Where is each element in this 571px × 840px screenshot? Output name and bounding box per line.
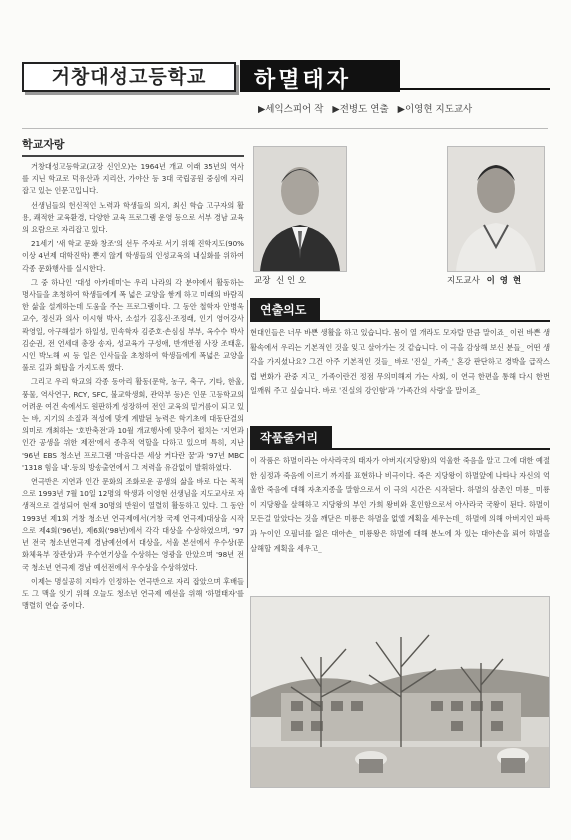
synopsis-text: 이 작품은 하멸이라는 아사라국의 태자가 아버지(지당왕)의 억울한 죽음을 알고 그에 대한 예절한 심정과 죽음에 이르기 까지를 표현하나 비극이다. 죽은 지당왕이 하멸앞에 나타나 자신의 억울한 죽음에 대해 자초지종을 말함으로서 이 극의 시간은 시작된다. 하멸의 삼촌인 미룡_ 미룡이 지당왕을 살해하고 지당왕의 부인 가희 왕비와 혼인함으로서 아사라국 국왕이 된다. 하멸이 모든걸 알았다는 것을 깨닫은 미룡은 하멸을 없앨 계획을 세우는데_ 하멸에 의해 아버지인 파륵과 누이인 오필녀를 잃은 대아손_ 미룡왕은 하멸에 대해 분노에 차 있는 대아손을 뢰어 하멸을 살해할 계획을 세우고_	[250, 456, 550, 553]
teacher-photo	[447, 146, 545, 272]
school-pride-paragraph: 거창대성고등학교(교장 신인오)는 1964년 개교 이래 35년의 역사를 지닌 학교로 덕유산과 지리산, 가야산 등 3대 국립공원 중심에 자리잡고 있는 인문고입니다.	[22, 162, 244, 196]
school-pride-heading: 학교자랑	[22, 138, 65, 151]
credit-author: ▶세익스피어 작	[258, 104, 324, 115]
school-building-photo	[250, 596, 550, 788]
credit-teacher: ▶이영현 지도교사	[397, 104, 473, 115]
play-title-bar	[240, 60, 400, 92]
synopsis-heading: 작품줄거리	[250, 426, 332, 449]
school-pride-paragraph: 이제는 명실공히 지타가 인정하는 연극반으로 자리 잡았으며 후배들도 그 맥을 잇기 위해 오늘도 청소년 연극제 예선을 위해 '하멸태자'를 맹렬히 연습 중이다.	[22, 576, 244, 611]
school-name: 거창대성고등학교	[51, 66, 207, 88]
credit-director: ▶전병도 연출	[332, 104, 389, 115]
header-divider	[22, 128, 548, 129]
principal-caption-name: 신 인 오	[276, 276, 307, 286]
title-underline	[400, 88, 550, 90]
school-pride-column	[22, 136, 244, 614]
school-name-box	[22, 62, 236, 92]
synopsis-side-rule	[247, 428, 248, 588]
principal-caption	[254, 274, 306, 286]
credits-line	[258, 101, 478, 115]
school-pride-paragraph: 연극반은 지연과 인간 문화의 조화로운 공생의 삶을 바로 다는 목적으로 1993년 7월 10일 12명의 학생과 이영현 선생님을 지도교사로 자생적으로 결성되어 현재 30명의 반원이 열렬히 활동하고 있다. 그 동안 1993년 제1회 거창 청소년 연극제에서(거창 국제 연극제)대상을 시작으로 제4회('96년), 제6회('98년)에서 각각 대상을 수상하였으며, '97년 전국 청소년연극제 경남예선에서 대상을, 서울 본선에서 우수상(문화체육부 장관상)과 우수연기상을 수상하는 영광을 안았으며 '98년 전국 청소년 연극제 경남 예선전에서 우수상을 수상하였다.	[22, 477, 244, 572]
school-pride-heading-rule	[22, 155, 244, 157]
teacher-caption-name: 이 영 현	[486, 276, 523, 286]
directing-intent-section	[250, 298, 550, 399]
play-title: 하멸태자	[254, 68, 352, 93]
synopsis-section	[250, 426, 550, 556]
principal-caption-role: 교장	[254, 276, 271, 286]
school-pride-paragraph: 그 중 하나인 '대성 아카데미'는 우리 나라의 각 분야에서 활동하는 명사들을 초청하여 학생들에게 폭 넓은 교양을 쌓게 하고 미래의 바람직한 삶을 설계하는데 도움을 주는 프로그램이다. 그 동안 철학자 안병욱 교수, 정신과 의사 이시형 박사, 소설가 김홍신·조정래, 인기 영어강사 곽영일, 아구해설가 하일성, 민속학자 김준호·손심심 부부, 옥수수 박사 김순권, 전 언세대 총장 송자, 성교육가 구성애, 반개반점 사장 조태훈, 시인 박노해 씨 등 일은 인사들을 초청하여 학생들에게 폭넓은 교양을 풀로 길과 회탑을 가지도록 했다.	[22, 277, 244, 373]
school-pride-paragraph: 그리고 우리 학교의 각종 동아리 활동(문학, 농구, 축구, 기타, 한울, 풍물, 역사연구, RCY, SFC, 불교학생회, 관악부 등)은 인문 고등학교의 어려운 여건 속에서도 원판하게 성장하여 전인 교육의 밑거름이 되고 있는 바, 지기의 소질과 적성에 맞게 계발된 능력은 학기초에 대동단결의 의미로 개최하는 '호반축전'과 10월 개교행사에 맞추어 펼치는 '지연과 인간 공생을 위한 제전'에서 종추적 역할을 다하고 있으며 특히, 지난 '96년 EBS 청소년 프로그램 '마음다른 세상 커다란 꿈'과 '97년 MBC '1318 힘을 내'.등의 방송출연에서 그 저력을 유감없이 발휘하였다.	[22, 377, 244, 472]
school-pride-paragraph: 21세기 '새 학교 문화 창조'의 선두 주자로 서기 위해 진학지도(90%이상 4년제 대학진학) 뿐지 않게 학생들의 인성교육의 내실화를 위하여 각종 문화행사를 실시한다.	[22, 239, 244, 273]
teacher-caption	[447, 274, 522, 286]
school-pride-paragraph: 선생님들의 헌신적인 노력과 학생들의 의지, 최신 학습 고구자의 활용, 쾌적한 교육환경, 다양한 교육 프로그램 운영 등으로 서부 경남 교육의 요람으로 자리잡고 있다.	[22, 200, 244, 235]
teacher-caption-role: 지도교사	[447, 276, 480, 286]
directing-intent-text: 현대인들은 너무 바쁜 생활을 하고 있습니다. 몸이 열 개라도 모자랄 만큼 말이죠_ 이런 바쁜 생활속에서 우리는 기본적인 것을 잊고 살아가는 것 같습니다. 이 극을 감상해 보신 분들_ 어떤 생각을 가지셨나요? 그건 아주 기본적인 것들_ 바로 '진실_ 가족_' 혼강 판단하고 경박을 급작스럽 변화가 관중 지고_ 가족이란건 정점 무의미해져 가는 사회, 이 연극 한편을 통해 다시 한번 일깨워 주고 싶습니다. 바로 '진실의 강인함'과 '가족간의 사랑'을 말이죠_	[250, 328, 550, 396]
directing-intent-heading: 연출의도	[250, 298, 320, 321]
intent-side-rule	[247, 300, 248, 412]
principal-photo	[253, 146, 347, 272]
